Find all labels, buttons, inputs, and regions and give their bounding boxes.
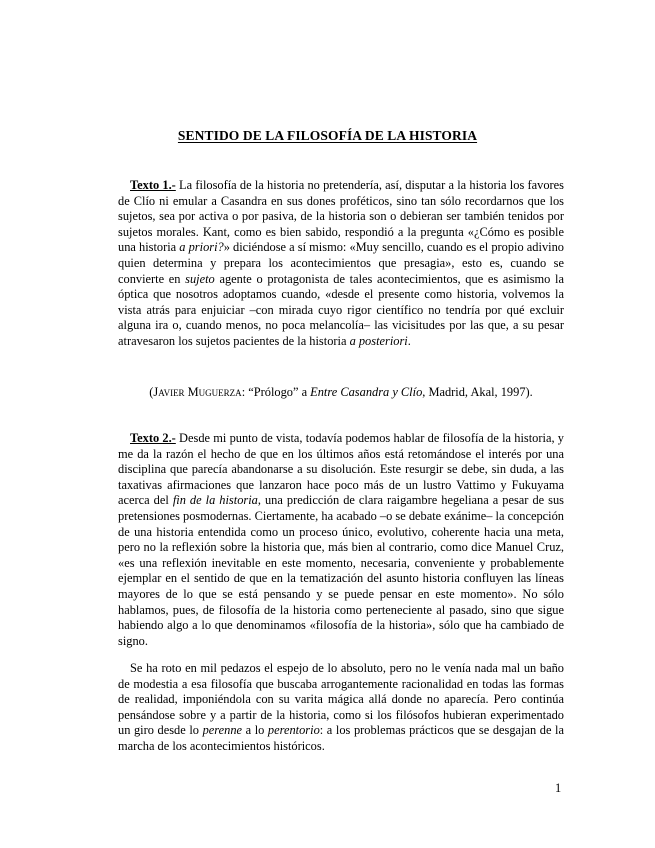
text-3-emphasis: perentorio — [267, 723, 320, 738]
text-2-body: , una predicción de clara raigambre hegeliana a pesar de sus pretensiones posmodernas. Ciertamente, ha acabado –o se debate exánime– la concepción de una historia entendida como un proceso único, evolutivo, coherente hacia una meta, pero no la reflexión sobre la historia que, más bien al contrario, como dice Manuel Cruz, «es una reflexión inevitable en este momento, necesaria, conveniente y probablemente ejemplar en el sentido de que en la tematización del asunto historia confluyen las líneas mayores de lo que se está pensando y se puede pensar en este momento». No sólo hablamos, pues, de filosofía de la historia como perteneciente al pasado, sino que sigue habiendo algo a lo que denominamos «filosofía de la historia», sólo que ha cambiado de signo. — [118, 493, 564, 648]
citation-book-title: Entre Casandra y Clío — [310, 385, 423, 399]
text-3-paragraph — [118, 661, 564, 755]
page-number: 1 — [555, 781, 562, 795]
citation-part: : “Prólogo” a — [241, 385, 311, 399]
text-3-body: : a los problemas prácticos que se desgajan de la marcha de los acontecimientos históricos. — [118, 723, 564, 753]
text-1-emphasis: a posteriori — [349, 333, 408, 348]
page-title: SENTIDO DE LA FILOSOFÍA DE LA HISTORIA — [177, 128, 478, 143]
citation-part: , Madrid, Akal, 1997). — [422, 385, 533, 399]
citation-author: Javier Muguerza — [153, 385, 242, 399]
text-1-body: La filosofía de la historia no pretendería, así, disputar a la historia los favores de Clío ni emular a Casandra en sus dones proféticos, sino tan sólo recordarnos que los sujetos, sea por activa o por pasiva, de la historia son o debieran ser también tenidos por sujetos morales. Kant, como es bien sabido, respondió a la pregunta «¿Cómo es posible una historia — [118, 178, 564, 255]
text-2-emphasis: fin de la historia — [172, 493, 258, 508]
text-2-paragraph — [118, 431, 564, 649]
citation — [118, 385, 564, 400]
text-3-emphasis: perenne — [202, 723, 243, 738]
text-3-body: a lo — [242, 723, 268, 738]
text-1-label: Texto 1.- — [130, 178, 176, 192]
text-1-body: agente o protagonista de tales acontecimientos, que es asimismo la óptica que nosotros adoptamos cuando, «desde el presente como historia, volvemos la vista atrás para enjuiciar –con mirada cuyo rigor científico no tendría por qué excluir alguna ira o, cuando menos, no poca melancolía– las vicisitudes por las que, a su pesar atravesaron los sujetos pacientes de la historia — [118, 271, 564, 348]
citation-part: ( — [149, 385, 154, 399]
text-1-body: . — [407, 333, 411, 348]
text-1-emphasis: sujeto — [185, 271, 215, 286]
text-1-body: » diciéndose a sí mismo: «Muy sencillo, cuando es el propio adivino quien determina y prepara los acontecimientos que presagia», esto es, cuando se convierte en — [118, 240, 564, 286]
text-3-body: Se ha roto en mil pedazos el espejo de lo absoluto, pero no le venía nada mal un baño de modestia a esa filosofía que buscaba arrogantemente racionalidad en todas las formas de realidad, imponiéndola con su varita mágica allá donde no aparecía. Pero continúa pensándose sobre y a partir de la historia, como si los filósofos hubieran experimentado un giro desde lo — [118, 661, 564, 738]
text-1-emphasis: a priori? — [179, 240, 224, 255]
text-2-label: Texto 2.- — [130, 431, 176, 445]
text-1-paragraph — [118, 178, 564, 350]
text-2-body: Desde mi punto de vista, todavía podemos hablar de filosofía de la historia, y me da la razón el hecho de que en los últimos años está retomándose el interés por una disciplina que parecía abandonarse a su disolución. Este resurgir se debe, sin duda, a las taxativas afirmaciones que lanzaron hace poco más de un lustro Vattimo y Fukuyama acerca del — [118, 431, 564, 508]
